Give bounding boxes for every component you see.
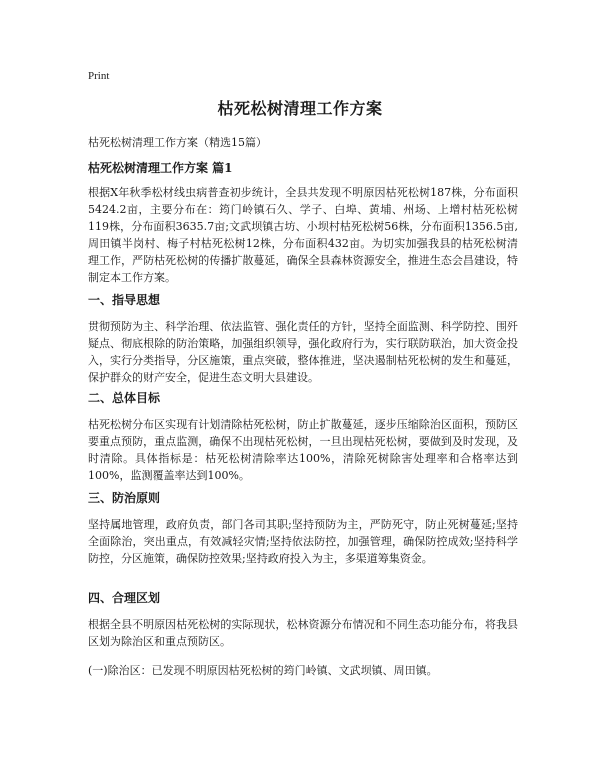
section-heading: 一、指导思想 (88, 293, 161, 307)
section-heading: 四、合理区划 (88, 591, 161, 605)
section-paragraph: 贯彻预防为主、科学治理、依法监管、强化责任的方针，坚持全面监测、科学防控、围歼疑点、彻底根除的防治策略，加强组织领导，强化政府行为，实行联防联治，加大资金投入，实行分类指导，分区施策，重点突破，整体推进，坚决遏制枯死松树的发生和蔓延，保护群众的财产安全，促进生态文明大县建设。 (88, 320, 518, 384)
intro-paragraph: 根据X年秋季松材线虫病普查初步统计，全县共发现不明原因枯死松树187株，分布面积5424.2亩，主要分布在：筠门岭镇石久、学子、白埠、黄埔、州场、上增村枯死松树119株，分布面积3635.7亩;文武坝镇古坊、小坝村枯死松树56株，分布面积1356.5亩,周田镇半岗村、梅子村枯死松树12株，分布面积432亩。为切实加强我县的枯死松树清理工作，严防枯死松树的传播扩散蔓延，确保全县森林资源安全，推进生态会昌建设，特制定本工作方案。 (88, 186, 518, 284)
section-paragraph: 坚持属地管理，政府负责，部门各司其职;坚持预防为主，严防死守，防止死树蔓延;坚持全面除治，突出重点，有效减轻灾情;坚持依法防控，加强管理，确保防控成效;坚持科学防控，分区施策，确保防控效果;坚持政府投入为主，多渠道筹集资金。 (88, 518, 518, 565)
section-paragraph: 枯死松树分布区实现有计划清除枯死松树，防止扩散蔓延，逐步压缩除治区面积，预防区要重点预防，重点监测，确保不出现枯死松树，一旦出现枯死松树，要做到及时发现，及时清除。具体指标是：枯死松树清除率达100%，清除死树除害处理率和合格率达到100%，监测覆盖率达到100%。 (88, 418, 518, 482)
document-title: 枯死松树清理工作方案 (217, 99, 383, 118)
chapter-title: 枯死松树清理工作方案 篇1 (88, 161, 233, 175)
document-subtitle: 枯死松树清理工作方案（精选15篇） (88, 136, 267, 149)
section-heading: 二、总体目标 (88, 391, 161, 405)
section-heading: 三、防治原则 (88, 491, 161, 505)
section-paragraph: 根据全县不明原因枯死松树的实际现状，松林资源分布情况和不同生态功能分布，将我县区划为除治区和重点预防区。 (88, 618, 518, 648)
print-label: Print (88, 70, 110, 82)
subsection-line: (一)除治区：已发现不明原因枯死松树的筠门岭镇、文武坝镇、周田镇。 (88, 664, 438, 677)
